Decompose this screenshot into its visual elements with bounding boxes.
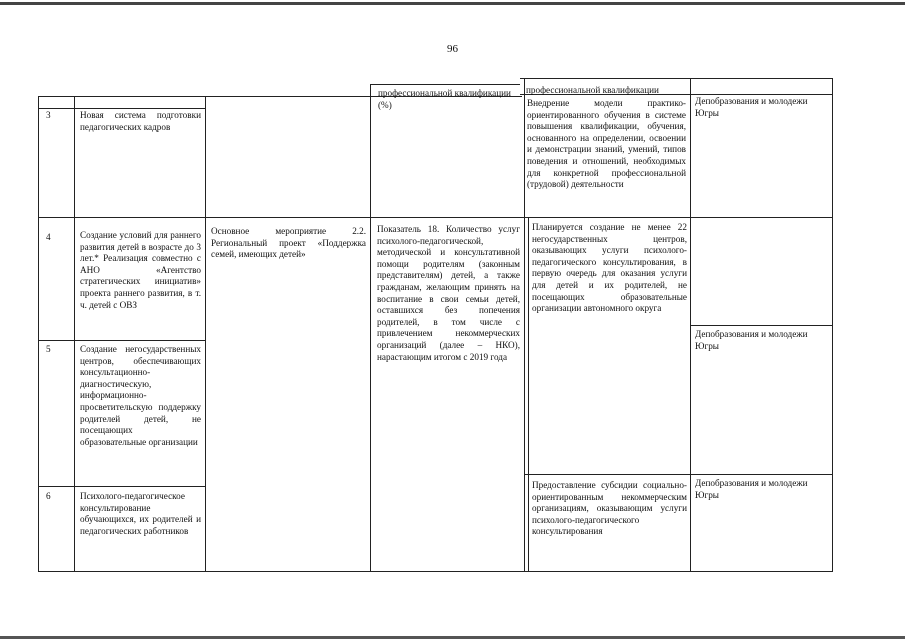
row-number: 4 bbox=[46, 232, 51, 242]
row-responsible: Депобразования и молодежи Югры bbox=[695, 96, 808, 118]
table-border-col5 bbox=[690, 78, 691, 572]
header-result-cell: профессиональной квалификации bbox=[526, 85, 659, 95]
row-measure-name: Создание условий для раннего развития детей в возрасте до 3 лет.* Реализация совместно с АНО «Агентство стратегических инициатив» проекта раннего развития, в т. ч. детей с ОВЗ bbox=[80, 230, 201, 310]
row-measure-name: Создание негосударственных центров, обеспечивающих консультационно-диагностическую, информационно-просветительскую поддержку родителей детей, не посещающих образовательные организации bbox=[80, 344, 201, 447]
page-number: 96 bbox=[447, 43, 458, 55]
row-expected-result: Планируется создание не менее 22 негосударственных центров, оказывающих услуги психолого-педагогического консультирования, в первую очередь для оказания услуги для детей и их родителей, не посещающих образовательные организации автономного округа bbox=[532, 222, 687, 314]
row-responsible: Депобразования и молодежи Югры bbox=[695, 478, 808, 500]
scan-edge-top bbox=[0, 2, 905, 5]
table-border-right bbox=[832, 78, 833, 572]
header-indicator-cell: профессиональной квалификации (%) bbox=[378, 88, 511, 110]
table-border-top-result bbox=[520, 78, 832, 79]
row-project: Основное мероприятие 2.2. Региональный проект «Поддержка семей, имеющих детей» bbox=[211, 226, 366, 260]
table-border-top-indicator bbox=[370, 84, 520, 85]
table-border-col2 bbox=[205, 96, 206, 572]
table-border-col1 bbox=[74, 96, 75, 572]
row-measure-name: Психолого-педагогическое консультирование обучающихся, их родителей и педагогических работников bbox=[80, 491, 201, 536]
table-border-resp-split bbox=[690, 325, 832, 326]
table-border-row3-inner bbox=[38, 108, 205, 109]
row-responsible: Депобразования и молодежи Югры bbox=[695, 329, 808, 351]
table-border-col4 bbox=[524, 78, 525, 572]
row-indicator: Показатель 18. Количество услуг психолого-педагогической, методической и консультативной помощи родителям (законным представителям) детей, а также гражданам, желающим принять на воспитание в свои семьи детей, оставшихся без попечения родителей, в том числе с привлечением некоммерческих организаций (далее – НКО), нарастающим итогом с 2019 года bbox=[377, 224, 520, 362]
table-border-row5-top bbox=[38, 340, 205, 341]
table-border-col4-inner bbox=[528, 217, 529, 572]
row-number: 6 bbox=[46, 491, 51, 501]
table-border-row4-top bbox=[38, 217, 832, 218]
table-border-row6-result-top bbox=[524, 474, 832, 475]
table-border-bottom bbox=[38, 571, 832, 572]
row-measure-name: Новая система подготовки педагогических кадров bbox=[80, 110, 201, 132]
row-expected-result: Внедрение модели практико-ориентированного обучения в системе повышения квалификации, обучения, основанного на определении, освоении и демонстрации знаний, умений, типов поведения и отношений, необходимых для конкретной профессиональной (трудовой) деятельности bbox=[527, 98, 686, 190]
row-expected-result: Предоставление субсидии социально-ориентированным некоммерческим организациям, оказывающим услуги психолого-педагогического консультирования bbox=[532, 480, 687, 537]
table-border-col3 bbox=[370, 84, 371, 572]
table-border-left bbox=[38, 96, 39, 572]
scan-edge-bottom bbox=[0, 636, 905, 639]
row-number: 3 bbox=[46, 110, 51, 120]
table-border-row6-top bbox=[38, 486, 205, 487]
row-number: 5 bbox=[46, 344, 51, 354]
